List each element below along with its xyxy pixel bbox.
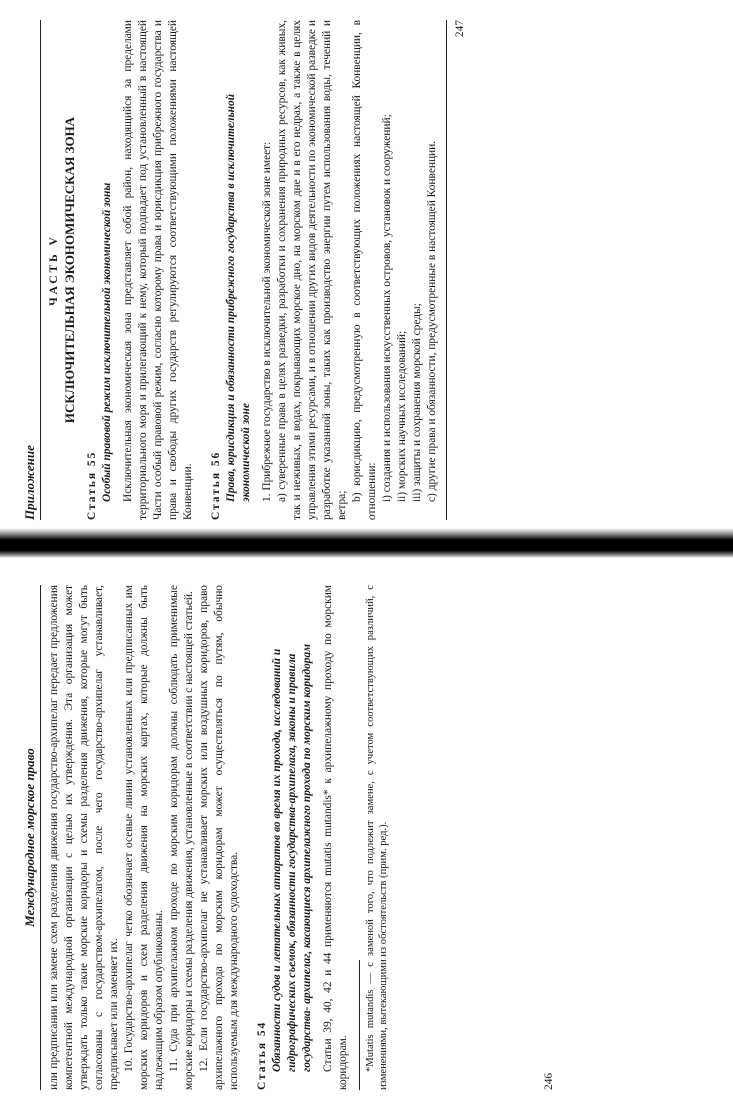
page-246-text	[0, 560, 733, 1090]
header-rule-247	[40, 20, 41, 520]
article-54-title: Обязанности судов и летательных аппаратов во время их прохода, исследований и гидрографических съемок, обязанности государства-архипелага, законы и правила государства- архипелаг, касающиеся архипелажного прохода по морским коридорам	[271, 644, 313, 1072]
continued-paragraph: или предписании или замене схем разделения движения государство-архипелаг передает предложения компетентной международной организации с целью их утверждения. Эта организация может утверждать только такие морские коридоры и схемы разделения движения, которые могут быть согласованы с государством-архипелагом, после чего государство-архипелаг устанавливает, предписывает или заменяет их.	[48, 585, 120, 1090]
page-number-247: 247	[454, 20, 466, 38]
article-54-heading: Статья 54	[256, 1020, 268, 1090]
article-55-title: Особый правовой режим исключительной экономической зоны	[101, 182, 113, 502]
article-56-item-b-ii: ii) морских научных исследований;	[396, 330, 408, 502]
article-55-heading: Статья 55	[86, 450, 98, 520]
part-heading: ЧАСТЬ V	[48, 234, 60, 306]
footnote: *Mutatis mutandis — с заменой того, что подлежит замене, с учетом соответствующих различий, с изменениями, вытекающими из обстоятельств (прим. ред.).	[365, 585, 390, 1090]
article-56-item-b-iii: iii) защиты и сохранения морской среды;	[411, 303, 423, 502]
page-247-text	[0, 0, 733, 520]
page-number-246: 246	[543, 1072, 555, 1090]
header-rule-246	[40, 585, 41, 1090]
article-56-item-b: b) юрисдикцию, предусмотренную в соответствующих положениях настоящей Конвенции, в отношении:	[351, 20, 378, 520]
article-56-title: Права, юрисдикция и обязанности прибрежного государства в исключительной экономической зоне	[225, 93, 252, 502]
article-55-text: Исключительная экономическая зона представляет собой район, находящийся за пределами территориального моря и прилегающий к нему, который подпадает под установленный в настоящей Части особый правовой режим, согласно которому права и юрисдикция прибрежного государства и права и свободы других государств регулируются соответствующими положениями настоящей Конвенции.	[122, 20, 194, 520]
article-56-para-1: 1. Прибрежное государство в исключительной экономической зоне имеет:	[261, 141, 273, 502]
paragraph-11: 11. Суда при архипелажном проходе по морским коридорам должны соблюдать применимые морские коридоры и схемы разделения движения, установленные в соответствии с настоящей статьей.	[168, 585, 195, 1090]
book-spine-shadow	[0, 528, 733, 558]
article-56-item-c: c) другие права и обязанности, предусмотренные в настоящей Конвенции.	[426, 140, 438, 502]
article-56-item-a: a) суверенные права в целях разведки, разработки и сохранения природных ресурсов, как живых, так и неживых, в водах, покрывающих морское дно, на морском дне и в его недрах, а также в целях управления этими ресурсами, и в отношении других видов деятельности по экономической разведке и разработке указанной зоны, таких как производство энергии путем использования воды, течений и ветра;	[276, 20, 348, 520]
article-56-item-b-i: i) создания и использования искусственных островов, установок и сооружений;	[381, 114, 393, 502]
paragraph-10: 10. Государство-архипелаг четко обозначает осевые линии установленных или предписанных им морских коридоров и схем разделения движения на морских картах, которые должны быть надлежащим образом опубликованы.	[123, 585, 165, 1090]
running-head-246: Международное морское право	[22, 748, 37, 927]
footer-rule-247	[446, 20, 447, 520]
part-title: ИСКЛЮЧИТЕЛЬНАЯ ЭКОНОМИЧЕСКАЯ ЗОНА	[62, 116, 77, 424]
footnote-rule	[359, 960, 360, 1090]
article-54-text: Статьи 39, 40, 42 и 44 применяются mutatis mutandis* к архипелажному проходу по морским коридорам.	[322, 585, 349, 1090]
paragraph-12: 12. Если государство-архипелаг не устанавливает морских или воздушных коридоров, право архипелажного прохода по морским коридорам может осуществляться по путям, обычно используемым для международного судоходства.	[198, 585, 240, 1090]
running-head-247: Приложение	[22, 445, 37, 520]
article-56-heading: Статья 56	[210, 450, 222, 520]
